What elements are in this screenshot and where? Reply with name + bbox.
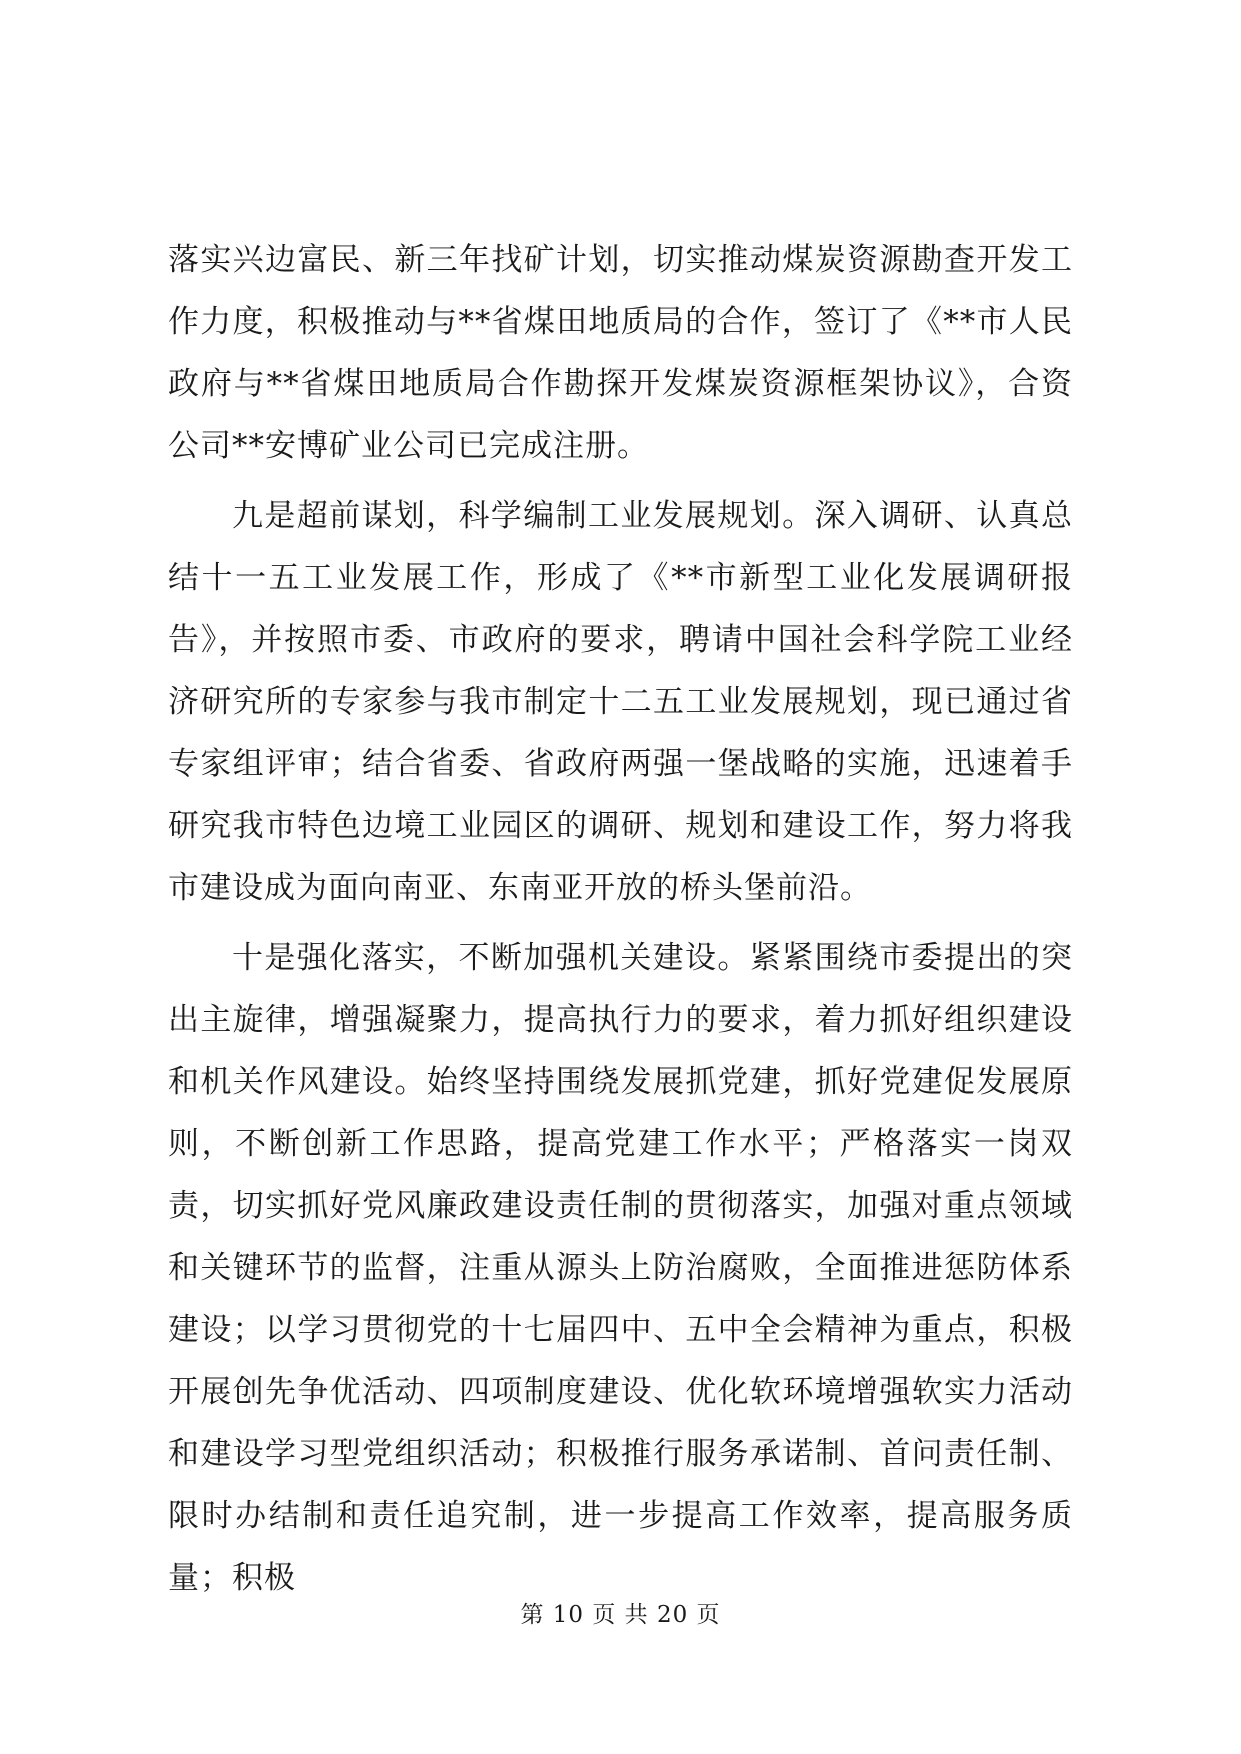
- paragraph-item-ten: 十是强化落实，不断加强机关建设。紧紧围绕市委提出的突出主旋律，增强凝聚力，提高执行力的要求，着力抓好组织建设和机关作风建设。始终坚持围绕发展抓党建，抓好党建促发展原则，不断创新工作思路，提高党建工作水平；严格落实一岗双责，切实抓好党风廉政建设责任制的贯彻落实，加强对重点领域和关键环节的监督，注重从源头上防治腐败，全面推进惩防体系建设；以学习贯彻党的十七届四中、五中全会精神为重点，积极开展创先争优活动、四项制度建设、优化软环境增强软实力活动和建设学习型党组织活动；积极推行服务承诺制、首问责任制、限时办结制和责任追究制，进一步提高工作效率，提高服务质量；积极: [168, 940, 1073, 1596]
- document-body: [168, 229, 1073, 1609]
- paragraph-continued: 落实兴边富民、新三年找矿计划，切实推动煤炭资源勘查开发工作力度，积极推动与**省煤田地质局的合作，签订了《**市人民政府与**省煤田地质局合作勘探开发煤炭资源框架协议》，合资公司**安博矿业公司已完成注册。: [168, 242, 1073, 464]
- paragraph-item-nine: 九是超前谋划，科学编制工业发展规划。深入调研、认真总结十一五工业发展工作，形成了《**市新型工业化发展调研报告》，并按照市委、市政府的要求，聘请中国社会科学院工业经济研究所的专家参与我市制定十二五工业发展规划，现已通过省专家组评审；结合省委、省政府两强一堡战略的实施，迅速着手研究我市特色边境工业园区的调研、规划和建设工作，努力将我市建设成为面向南亚、东南亚开放的桥头堡前沿。: [168, 498, 1073, 906]
- page-number-footer: 第 10 页 共 20 页: [520, 1602, 721, 1628]
